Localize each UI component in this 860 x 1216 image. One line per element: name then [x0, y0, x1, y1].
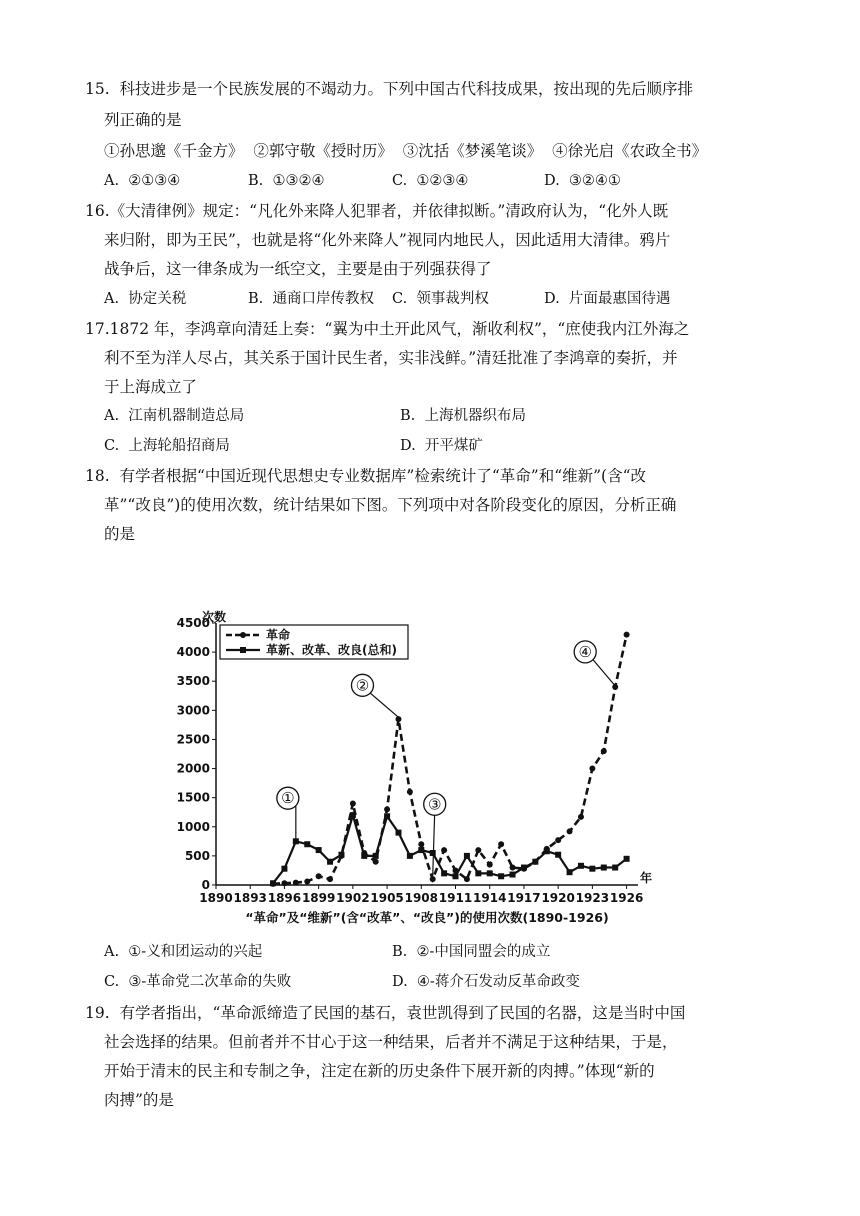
data-point-geming	[316, 873, 322, 879]
x-tick-label: 1917	[507, 891, 541, 905]
q15-option-a: A. ②①③④	[104, 173, 181, 189]
data-point-geming	[350, 800, 356, 806]
data-point-geming	[384, 806, 390, 812]
q15-items: ①孙思邈《千金方》 ②郭守敬《授时历》 ③沈括《梦溪笔谈》 ④徐光启《农政全书》	[104, 142, 708, 160]
annotation-label: ②	[355, 676, 370, 695]
data-point-weixin	[373, 853, 379, 859]
x-tick-label: 1908	[404, 891, 439, 905]
q16-option-b: B. 通商口岸传教权	[248, 291, 374, 307]
y-tick-label: 2000	[176, 761, 210, 776]
q16-stem-cont-1: 来归附，即为王民”，也就是将“化外来降人”视同内地民人，因此适用大清律。鸦片	[104, 231, 671, 249]
x-axis-label: 年	[640, 871, 653, 885]
q18-option-d: D. ④-蒋介石发动反革命政变	[392, 974, 580, 990]
q17-stem: 17.1872 年，李鸿章向清廷上奏：“翼为中土开此风气，渐收利权”，“庶使我内江外海之	[85, 320, 690, 338]
q17-stem-cont-1: 利不至为洋人尽占，其关系于国计民生者，实非浅鲜。”清廷批准了李鸿章的奏折，并	[104, 349, 678, 367]
data-point-weixin	[555, 852, 561, 858]
x-tick-label: 1926	[609, 891, 644, 905]
data-point-geming	[281, 880, 287, 886]
data-point-geming	[498, 841, 504, 847]
data-point-geming	[304, 879, 310, 885]
data-point-weixin	[544, 848, 550, 854]
data-point-weixin	[327, 859, 333, 865]
data-point-geming	[464, 876, 470, 882]
data-point-weixin	[338, 852, 344, 858]
q18-option-a: A. ①-义和团运动的兴起	[104, 944, 263, 960]
usage-count-line-chart	[176, 610, 658, 935]
y-tick-label: 3500	[176, 674, 210, 689]
y-tick-label: 1000	[176, 819, 210, 834]
data-point-geming	[293, 880, 299, 886]
q19-stem-cont-3: 肉搏”的是	[104, 1091, 174, 1109]
y-tick-label: 4500	[176, 616, 210, 630]
data-point-geming	[475, 847, 481, 853]
data-point-weixin	[601, 865, 607, 871]
data-point-geming	[601, 748, 607, 754]
q15-option-d: D. ③②④①	[544, 173, 621, 189]
q15-stem-cont: 列正确的是	[104, 111, 182, 129]
data-point-weixin	[464, 853, 470, 859]
annotation-leader	[370, 693, 398, 717]
y-tick-label: 500	[184, 848, 210, 863]
legend-marker-geming	[240, 632, 246, 638]
data-point-geming	[487, 862, 493, 868]
data-point-weixin	[418, 847, 424, 853]
q15-stem: 15. 科技进步是一个民族发展的不竭动力。下列中国古代科技成果，按出现的先后顺序排	[85, 80, 694, 98]
x-tick-label: 1890	[199, 891, 233, 905]
x-tick-label: 1902	[336, 891, 370, 905]
q19-stem-cont-1: 社会选择的结果。但前者并不甘心于这一种结果，后者并不满足于这种结果，于是，	[104, 1033, 678, 1051]
y-axis-label: 次数	[202, 610, 227, 624]
q19-stem-cont-2: 开始于清末的民主和专制之争，注定在新的历史条件下展开新的肉搏。”体现“新的	[104, 1062, 655, 1080]
data-point-weixin	[316, 847, 322, 853]
x-tick-label: 1911	[438, 891, 473, 905]
q17-option-a: A. 江南机器制造总局	[104, 408, 245, 424]
q16-stem: 16.《大清律例》规定：“凡化外来降人犯罪者，并依律拟断。”清政府认为，“化外人既	[85, 202, 669, 220]
x-tick-label: 1896	[267, 891, 302, 905]
q19-stem: 19. 有学者指出，“革命派缔造了民国的基石，袁世凯得到了民国的名器，这是当时中国	[85, 1004, 686, 1022]
q16-option-c: C. 领事裁判权	[392, 291, 489, 307]
x-tick-label: 1914	[473, 891, 507, 905]
data-point-weixin	[567, 869, 573, 875]
q15-option-c: C. ①②③④	[392, 173, 469, 189]
data-point-geming	[327, 876, 333, 882]
data-point-weixin	[624, 856, 630, 862]
data-point-weixin	[475, 870, 481, 876]
data-point-geming	[589, 766, 595, 772]
data-point-weixin	[578, 863, 584, 869]
y-tick-label: 4000	[176, 645, 210, 660]
data-point-geming	[407, 789, 413, 795]
data-point-weixin	[350, 812, 356, 818]
q16-option-a: A. 协定关税	[104, 291, 187, 307]
q17-option-d: D. 开平煤矿	[400, 438, 483, 454]
legend-label-geming: 革命	[266, 628, 291, 642]
data-point-weixin	[361, 853, 367, 859]
annotation-leader	[433, 812, 435, 876]
data-point-weixin	[270, 880, 276, 886]
data-point-geming	[418, 841, 424, 847]
series-line-geming	[273, 635, 627, 884]
data-point-geming	[567, 828, 573, 834]
data-point-weixin	[430, 850, 436, 856]
q17-option-b: B. 上海机器织布局	[400, 408, 526, 424]
data-point-weixin	[612, 865, 618, 871]
data-point-weixin	[395, 830, 401, 836]
data-point-geming	[430, 876, 436, 882]
q18-option-b: B. ②-中国同盟会的成立	[392, 944, 551, 960]
x-tick-label: 1923	[575, 891, 610, 905]
data-point-geming	[578, 814, 584, 820]
legend-label-weixin: 革新、改革、改良(总和)	[266, 643, 397, 657]
q18-stem-cont-1: 革”“改良”)的使用次数，统计结果如下图。下列项中对各阶段变化的原因，分析正确	[104, 496, 677, 514]
x-tick-label: 1899	[301, 891, 336, 905]
annotation-label: ④	[578, 642, 592, 661]
data-point-weixin	[441, 870, 447, 876]
data-point-weixin	[521, 865, 527, 871]
q18-stem: 18. 有学者根据“中国近现代思想史专业数据库”检索统计了“革命”和“维新”(含“改	[85, 467, 647, 485]
data-point-geming	[612, 684, 618, 690]
data-point-weixin	[281, 866, 287, 872]
q18-option-c: C. ③-革命党二次革命的失败	[104, 974, 292, 990]
data-point-weixin	[498, 873, 504, 879]
data-point-geming	[510, 865, 516, 871]
data-point-weixin	[510, 872, 516, 878]
y-tick-label: 1500	[176, 790, 210, 805]
q16-stem-cont-2: 战争后，这一律条成为一纸空文，主要是由于列强获得了	[104, 260, 492, 278]
annotation-label: ③	[427, 795, 442, 814]
data-point-geming	[373, 859, 379, 865]
q16-option-d: D. 片面最惠国待遇	[544, 291, 671, 307]
data-point-geming	[624, 632, 630, 638]
annotation-label: ①	[281, 789, 295, 808]
y-tick-label: 2500	[176, 732, 210, 747]
x-tick-label: 1893	[233, 891, 267, 905]
data-point-weixin	[453, 873, 459, 879]
y-tick-label: 0	[201, 878, 210, 892]
series-line-weixin	[273, 815, 627, 883]
data-point-weixin	[487, 870, 493, 876]
q15-option-b: B. ①③②④	[248, 173, 325, 189]
x-tick-label: 1905	[370, 891, 404, 905]
data-point-weixin	[384, 813, 390, 819]
data-point-weixin	[589, 866, 595, 872]
data-point-weixin	[532, 859, 538, 865]
chart-title: “革命”及“维新”(含“改革”、“改良”)的使用次数(1890-1926)	[245, 910, 609, 925]
q18-stem-cont-2: 的是	[104, 525, 136, 543]
data-point-weixin	[407, 853, 413, 859]
data-point-geming	[555, 837, 561, 843]
q17-option-c: C. 上海轮船招商局	[104, 438, 230, 454]
y-tick-label: 3000	[176, 703, 210, 718]
legend-marker-weixin	[240, 647, 246, 653]
annotation-leader	[593, 660, 615, 686]
x-tick-label: 1920	[541, 891, 575, 905]
data-point-geming	[441, 847, 447, 853]
data-point-weixin	[304, 841, 310, 847]
q17-stem-cont-2: 于上海成立了	[104, 378, 198, 396]
